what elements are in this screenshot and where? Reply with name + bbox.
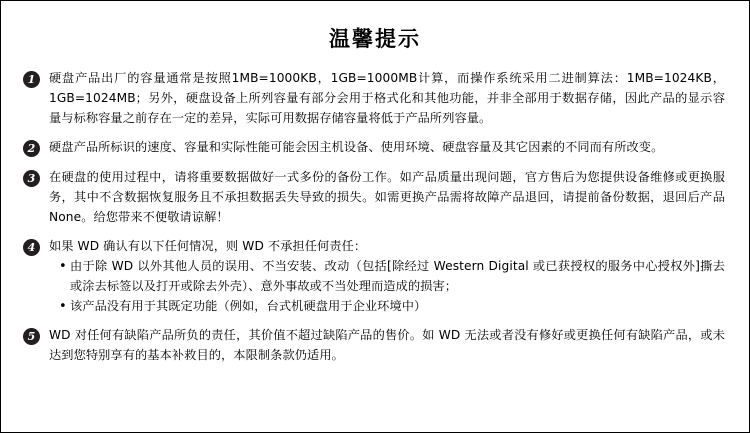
sublist-item: • 由于除 WD 以外其他人员的误用、不当安装、改动（包括[除经过 Western Digital 或已获授权的服务中心授权外]撕去或涂去标签以及打开或除去外壳）、意外事故或不当处理而造成的损害；	[59, 257, 725, 297]
list-item-text: 硬盘产品所标识的速度、容量和实际性能可能会因主机设备、使用环境、硬盘容量及其它因素的不同而有所改变。	[49, 140, 664, 155]
list-item-content	[49, 237, 725, 316]
list-item-number: 1	[23, 71, 40, 88]
list-item	[23, 168, 725, 227]
list-item	[23, 326, 725, 366]
list-item	[23, 237, 725, 316]
sublist-item: • 该产品没有用于其既定功能（例如，台式机硬盘用于企业环境中）	[59, 297, 725, 317]
list-item	[23, 138, 725, 158]
list-item-text: 硬盘产品出厂的容量通常是按照1MB=1000KB，1GB=1000MB计算，而操作系统采用二进制算法：1MB=1024KB，1GB=1024MB；另外，硬盘设备上所列容量有部分会用于格式化和其他功能，并非全部用于数据存储，因此产品的显示容量与标称容量之前存在一定的差异，实际可用数据存储容量将低于产品所列容量。	[49, 71, 725, 125]
notice-list	[1, 69, 749, 366]
list-item-text: 在硬盘的使用过程中，请将重要数据做好一式多份的备份工作。如产品质量出现问题，官方售后为您提供设备维修或更换服务，其中不含数据恢复服务且不承担数据丢失导致的损失。如需更换产品需将故障产品退回，请提前备份数据，退回后产品None。给您带来不便敬请谅解！	[49, 170, 725, 224]
list-item-number: 4	[23, 239, 40, 256]
list-item-text: WD 对任何有缺陷产品所负的责任，其价值不超过缺陷产品的售价。如 WD 无法或者没有修好或更换任何有缺陷产品，或未达到您特别享有的基本补救目的，本限制条款仍适用。	[49, 328, 725, 363]
list-item-number: 2	[23, 140, 40, 157]
list-item-text: 如果 WD 确认有以下任何情况，则 WD 不承担任何责任：	[49, 239, 367, 254]
page-title: 温馨提示	[329, 27, 421, 51]
list-item-sublist	[49, 257, 725, 316]
list-item-number: 5	[23, 328, 40, 345]
list-item-number: 3	[23, 170, 40, 187]
list-item	[23, 69, 725, 128]
